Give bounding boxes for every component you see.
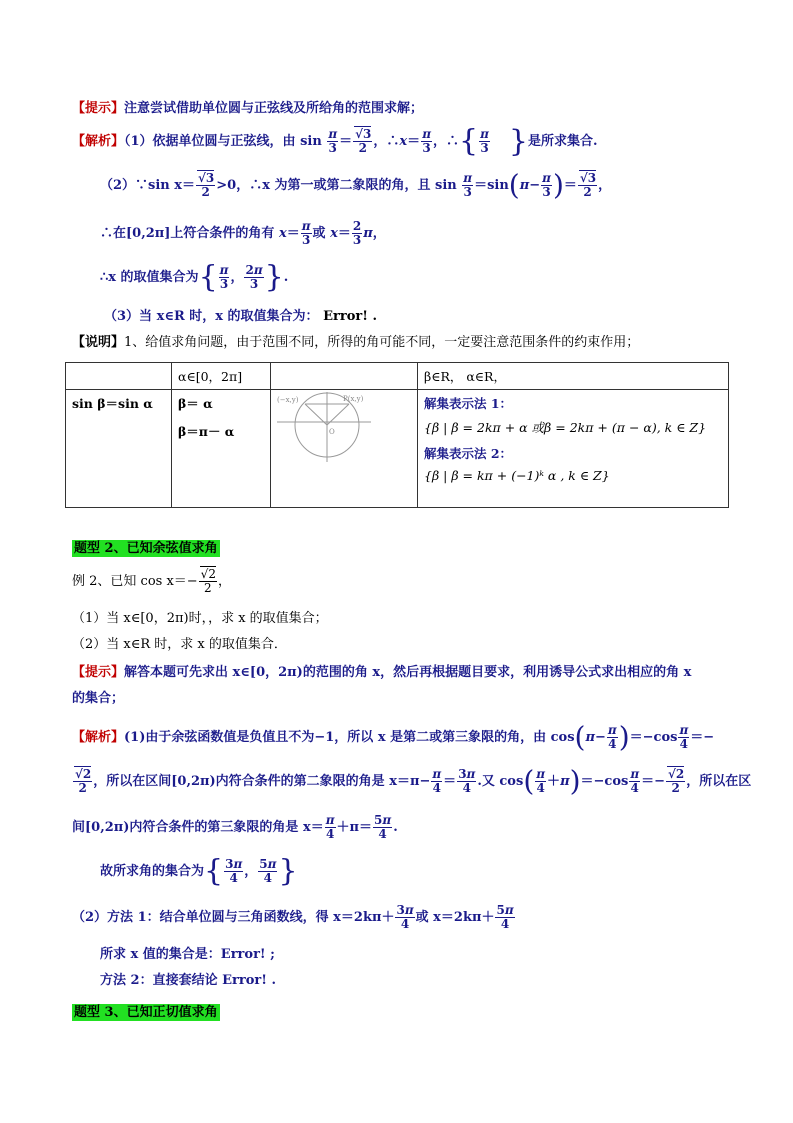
unit-circle-figure <box>275 392 367 464</box>
hint-2-line-2: 的集合； <box>72 691 125 706</box>
origin-label: O <box>329 428 335 436</box>
table-header-real: β∈R， α∈R， <box>418 363 729 390</box>
solution-1-line-4: ∴x 的取值集合为{ $\frac{\pi}{3}$ ， $\frac{2\pi}{3}$ }. <box>100 259 289 295</box>
table-header-range: α∈[0，2π] <box>172 363 271 390</box>
hint-text: 注意尝试借助单位圆与正弦线及所给角的范围求解； <box>124 101 424 116</box>
table-cell-equation: sin β＝sin α <box>66 390 172 508</box>
hint-2-line-1: 【提示】解答本题可先求出 x∈[0，2π)的范围的角 x，然后再根据题目要求，利用诱导公式求出相应的角 x <box>72 665 692 680</box>
solution-2-method-2: 方法 2：直接套结论 Error! . <box>100 973 276 988</box>
section-type-3: 题型 3、已知正切值求角 <box>74 1005 218 1020</box>
solution-form-1-expr: {β | β = 2kπ + α 或β = 2kπ + (π − α), k ∈ Z} <box>424 420 707 435</box>
solution-1-line-1: 【解析】（1）依据单位圆与正弦线，由 sin $\frac{\pi}{3}$ ＝ $\frac{√3}{2}$ ，∴x＝ $\frac{\pi}{3}$ ，∴{ $\frac{\pi}{3}$ }是所求集合. <box>72 123 598 159</box>
solution-2-method-1: （2）方法 1：结合单位圆与三角函数线，得 x＝2kπ＋ $\frac{3\pi}{4}$ 或 x＝2kπ＋ $\frac{5\pi}{4}$ <box>72 903 514 931</box>
solution-2-line-4: 故所求角的集合为{ $\frac{3\pi}{4}$ ， $\frac{5\pi}{4}$ } <box>100 853 298 889</box>
solution-2-line-3: 间[0,2π)内符合条件的第三象限的角是 x＝ $\frac{\pi}{4}$ ＋π＝ $\frac{5\pi}{4}$ . <box>72 813 398 841</box>
solution-form-2-label: 解集表示法 2： <box>424 446 513 461</box>
example-2-q1: （1）当 x∈[0，2π)时，，求 x 的取值集合； <box>72 611 328 626</box>
table-cell-beta-1: β＝ α <box>178 396 213 411</box>
solution-1-line-2: （2）∵sin x＝ $\frac{√3}{2}$ >0，∴x 为第一或第二象限的角，且 sin $\frac{\pi}{3}$ ＝sin(π− $\frac{\pi}{3}$ )＝ $\frac{√3}{2}$ ， <box>100 168 612 202</box>
table-cell-beta-2: β＝π－ α <box>178 424 235 439</box>
hint-1 <box>72 100 423 118</box>
solution-form-2-expr: {β | β = kπ + (−1)ᵏ α , k ∈ Z} <box>424 468 610 483</box>
point-label-right: P(x,y) <box>343 395 364 403</box>
point-label-left: (−x,y) <box>277 396 299 404</box>
solution-1-line-3: ∴在[0,2π]上符合条件的角有 x＝ $\frac{\pi}{3}$ 或 x＝ $\frac{2}{3}$ π， <box>100 219 386 247</box>
solution-form-1-label: 解集表示法 1： <box>424 396 513 411</box>
solution-2-line-2: $\frac{√2}{2}$ ，所以在区间[0,2π)内符合条件的第二象限的角是 x＝π− $\frac{\pi}{4}$ ＝ $\frac{3\pi}{4}$ .又 cos( $\frac{\pi}{4}$ ＋π)＝−cos $\frac{\pi}{4}$ ＝− $\frac{√2}{2}$ ，所以在区 <box>75 764 752 798</box>
summary-table <box>65 362 729 508</box>
section-type-2: 题型 2、已知余弦值求角 <box>74 541 218 556</box>
note-1: 【说明】1、给值求角问题，由于范围不同，所得的角可能不同，一定要注意范围条件的约束作用； <box>72 335 640 350</box>
hint-tag: 【提示】 <box>72 101 125 116</box>
solution-2-line-1: 【解析】(1)由于余弦函数值是负值且不为−1，所以 x 是第二或第三象限的角，由 cos(π− $\frac{\pi}{4}$ )＝−cos $\frac{\pi}{4}$ ＝− <box>72 720 715 754</box>
example-2-q2: （2）当 x∈R 时，求 x 的取值集合． <box>72 637 287 652</box>
example-2: 例 2、已知 cos x＝− $\frac{√2}{2}$ ， <box>72 567 231 595</box>
solution-1-line-5: （3）当 x∈R 时，x 的取值集合为： Error! . <box>104 309 377 324</box>
solution-2-method-1-result: 所求 x 值的集合是：Error! ; <box>100 947 275 962</box>
